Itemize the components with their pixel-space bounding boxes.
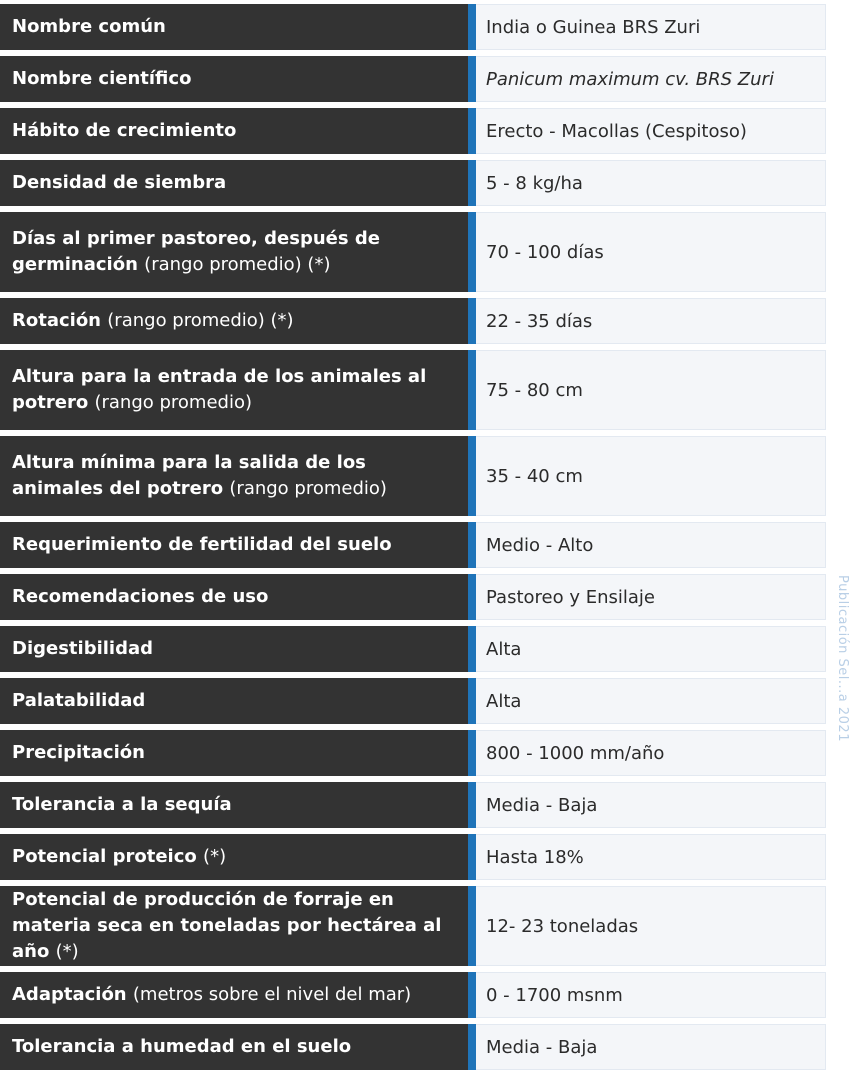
table-row xyxy=(0,1024,826,1070)
row-label xyxy=(0,522,468,568)
row-label xyxy=(0,678,468,724)
row-accent-bar xyxy=(468,350,476,430)
row-label-text: Altura para la entrada de los animales al potrero xyxy=(12,366,427,413)
row-accent-bar xyxy=(468,972,476,1018)
row-label-note: (rango promedio) xyxy=(229,478,387,499)
row-value: 75 - 80 cm xyxy=(476,350,826,430)
row-value: 0 - 1700 msnm xyxy=(476,972,826,1018)
forage-spec-table xyxy=(0,4,826,1076)
table-row xyxy=(0,212,826,292)
row-label-note: (*) xyxy=(203,846,227,867)
row-value: Media - Baja xyxy=(476,1024,826,1070)
row-label xyxy=(0,108,468,154)
row-value: Hasta 18% xyxy=(476,834,826,880)
table-row xyxy=(0,350,826,430)
table-row xyxy=(0,56,826,102)
row-label xyxy=(0,730,468,776)
row-accent-bar xyxy=(468,522,476,568)
row-label-text: Hábito de crecimiento xyxy=(12,120,237,141)
row-label-text: Digestibilidad xyxy=(12,638,154,659)
row-label-note: (rango promedio) xyxy=(94,392,253,413)
table-row xyxy=(0,730,826,776)
row-label xyxy=(0,834,468,880)
row-label xyxy=(0,626,468,672)
row-label xyxy=(0,574,468,620)
table-row xyxy=(0,626,826,672)
row-value: 12- 23 toneladas xyxy=(476,886,826,966)
row-accent-bar xyxy=(468,56,476,102)
table-row xyxy=(0,574,826,620)
row-label-text: Nombre científico xyxy=(12,68,192,89)
row-label-text: Precipitación xyxy=(12,742,145,763)
row-value: Erecto - Macollas (Cespitoso) xyxy=(476,108,826,154)
row-label xyxy=(0,212,468,292)
row-label xyxy=(0,298,468,344)
row-value: Media - Baja xyxy=(476,782,826,828)
row-value: 22 - 35 días xyxy=(476,298,826,344)
row-label-note: (metros sobre el nivel del mar) xyxy=(132,984,412,1005)
table-row xyxy=(0,298,826,344)
row-accent-bar xyxy=(468,730,476,776)
table-row xyxy=(0,522,826,568)
row-label-text: Potencial proteico xyxy=(12,846,197,867)
row-accent-bar xyxy=(468,678,476,724)
row-label-text: Adaptación xyxy=(12,984,127,1005)
row-label-text: Nombre común xyxy=(12,16,166,37)
row-value: 70 - 100 días xyxy=(476,212,826,292)
row-accent-bar xyxy=(468,574,476,620)
row-label-text: Requerimiento de fertilidad del suelo xyxy=(12,534,392,555)
row-accent-bar xyxy=(468,1024,476,1070)
table-row xyxy=(0,160,826,206)
row-label xyxy=(0,436,468,516)
publication-watermark: Publicación Sel...a 2021 xyxy=(835,575,850,742)
row-value: Panicum maximum cv. BRS Zuri xyxy=(476,56,826,102)
row-accent-bar xyxy=(468,436,476,516)
table-row xyxy=(0,436,826,516)
row-accent-bar xyxy=(468,160,476,206)
row-label-text: Tolerancia a la sequía xyxy=(12,794,232,815)
row-label-note: (rango promedio) (*) xyxy=(144,254,331,275)
row-label xyxy=(0,1024,468,1070)
row-label-text: Palatabilidad xyxy=(12,690,146,711)
table-row xyxy=(0,108,826,154)
table-row xyxy=(0,834,826,880)
row-label-text: Altura mínima para la salida de los animales del potrero xyxy=(12,452,366,499)
row-label xyxy=(0,56,468,102)
row-label-text: Tolerancia a humedad en el suelo xyxy=(12,1036,352,1057)
table-row xyxy=(0,4,826,50)
row-accent-bar xyxy=(468,834,476,880)
row-label-note: (rango promedio) (*) xyxy=(107,310,294,331)
row-label-note: (*) xyxy=(55,941,79,962)
row-label-text: Potencial de producción de forraje en materia seca en toneladas por hectárea al año xyxy=(12,889,442,962)
row-label xyxy=(0,4,468,50)
row-label-text: Rotación xyxy=(12,310,101,331)
table-row xyxy=(0,886,826,966)
row-accent-bar xyxy=(468,4,476,50)
row-accent-bar xyxy=(468,108,476,154)
row-accent-bar xyxy=(468,886,476,966)
row-label xyxy=(0,972,468,1018)
row-value: 35 - 40 cm xyxy=(476,436,826,516)
row-value: Pastoreo y Ensilaje xyxy=(476,574,826,620)
row-accent-bar xyxy=(468,298,476,344)
row-accent-bar xyxy=(468,626,476,672)
row-value: Alta xyxy=(476,678,826,724)
row-value: 5 - 8 kg/ha xyxy=(476,160,826,206)
row-label-text: Recomendaciones de uso xyxy=(12,586,269,607)
row-label-text: Días al primer pastoreo, después de germinación xyxy=(12,228,380,275)
table-row xyxy=(0,782,826,828)
row-accent-bar xyxy=(468,782,476,828)
row-value: Alta xyxy=(476,626,826,672)
row-label xyxy=(0,782,468,828)
row-value: India o Guinea BRS Zuri xyxy=(476,4,826,50)
row-value: 800 - 1000 mm/año xyxy=(476,730,826,776)
row-label xyxy=(0,160,468,206)
row-label xyxy=(0,886,468,966)
row-label xyxy=(0,350,468,430)
row-value: Medio - Alto xyxy=(476,522,826,568)
row-accent-bar xyxy=(468,212,476,292)
table-row xyxy=(0,972,826,1018)
row-label-text: Densidad de siembra xyxy=(12,172,227,193)
table-row xyxy=(0,678,826,724)
